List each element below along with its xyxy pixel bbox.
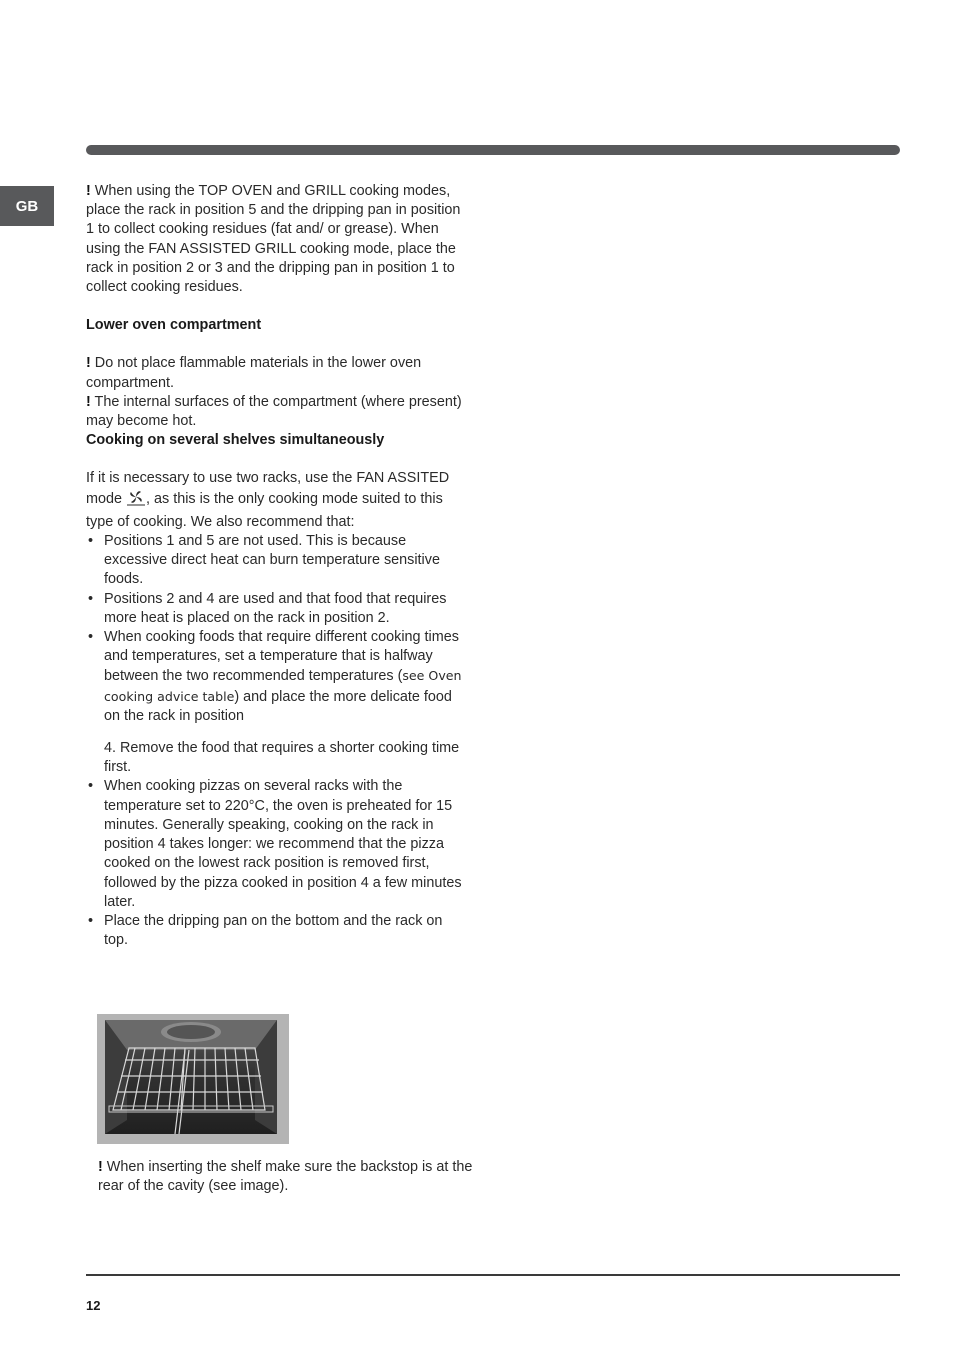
rack-position-text: When using the TOP OVEN and GRILL cooking modes, place the rack in position 5 and the dripping pan in position 1 to collect cooking residues (fat and/ or grease). When using the FAN ASSISTED GRILL cooking mode, place the rack in position 2 or 3 and the dripping pan in position 1 to collect cooking residues.	[86, 183, 461, 296]
bullet-three-text-a: When cooking foods that require different cooking times and temperatures, set a temperature that is halfway between the two recommended temperatures (	[104, 629, 459, 685]
warning-mark: !	[86, 393, 91, 410]
warning-mark: !	[86, 355, 91, 372]
bullet-three-continuation: 4. Remove the food that requires a shorter cooking time first.	[104, 740, 460, 776]
page-number: 12	[86, 1298, 101, 1313]
fan-icon	[126, 489, 146, 513]
bullet-three-text-b: ) and place the more delicate food on the rack in position	[104, 688, 452, 724]
header-rule	[86, 145, 900, 155]
oven-rack-image	[97, 1014, 289, 1144]
list-item: • When cooking pizzas on several racks with the temperature set to 220°C, the oven is preheated for 15 minutes. Generally speaking, cooking on the rack in position 4 takes longer: we recommend that the pizza cooked on the lowest rack position is removed first, followed by the pizza cooked in position 4 a few minutes later.	[86, 777, 466, 911]
warning-mark: !	[86, 183, 91, 199]
oven-cavity-photo	[105, 1020, 277, 1134]
intro-text-before: If it is necessary to use two racks, use the FAN ASSITED mode	[86, 470, 450, 507]
list-item: • Positions 1 and 5 are not used. This is because excessive direct heat can burn temperature sensitive foods.	[86, 532, 466, 590]
rack-position-paragraph	[86, 182, 466, 297]
warning-mark: !	[98, 1159, 103, 1175]
warning-hot-surfaces	[86, 393, 466, 431]
main-column	[86, 182, 466, 950]
warning-flammable-text: Do not place flammable materials in the lower oven compartment.	[86, 355, 422, 391]
footer-rule	[86, 1274, 900, 1276]
heading-several-shelves: Cooking on several shelves simultaneously	[86, 432, 385, 449]
heading-lower-oven: Lower oven compartment	[86, 317, 262, 334]
warning-flammable	[86, 354, 466, 392]
intro-text-after: , as this is the only cooking mode suited to this type of cooking. We also recommend that:	[86, 490, 443, 530]
recommendations-list	[86, 532, 466, 726]
list-item: • Positions 2 and 4 are used and that food that requires more heat is placed on the rack in position 2.	[86, 590, 466, 628]
advice-table-reference: see Oven cooking advice table	[104, 668, 462, 704]
warning-hot-text: The internal surfaces of the compartment (where present) may become hot.	[86, 393, 462, 430]
list-item	[86, 628, 466, 726]
recommendations-list-continued	[86, 777, 466, 950]
shelf-insertion-text: When inserting the shelf make sure the backstop is at the rear of the cavity (see image).	[98, 1159, 473, 1195]
language-tab	[0, 186, 54, 226]
intro-paragraph	[86, 469, 466, 532]
shelf-insertion-note	[98, 1158, 488, 1196]
list-item: • Place the dripping pan on the bottom and the rack on top.	[86, 912, 466, 950]
language-tab-label: GB	[15, 197, 39, 215]
